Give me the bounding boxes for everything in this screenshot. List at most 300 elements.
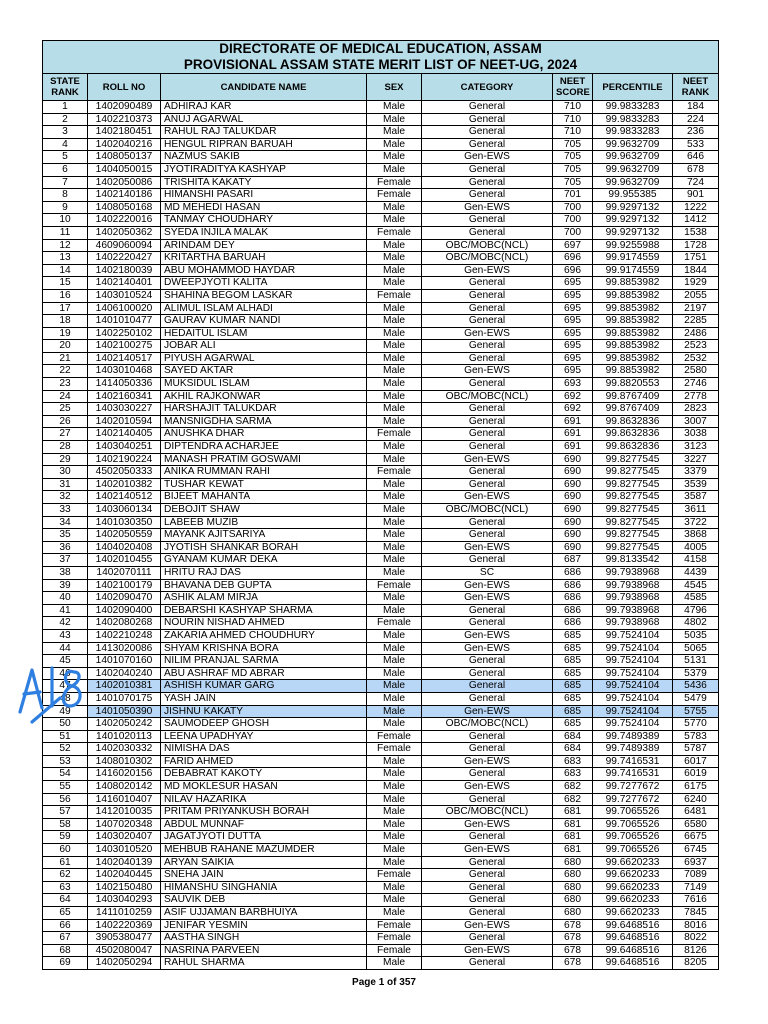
cell-candidate-name: MUKSIDUL ISLAM <box>161 378 367 391</box>
cell-percentile: 99.7277672 <box>593 793 673 806</box>
cell-state-rank: 48 <box>43 692 88 705</box>
cell-state-rank: 58 <box>43 818 88 831</box>
cell-candidate-name: DWEEPJYOTI KALITA <box>161 277 367 290</box>
cell-neet-score: 696 <box>553 252 593 265</box>
cell-percentile: 99.8820553 <box>593 378 673 391</box>
cell-sex: Male <box>367 844 422 857</box>
table-row <box>43 340 719 353</box>
cell-neet-rank: 7845 <box>673 907 719 920</box>
cell-percentile: 99.9255988 <box>593 239 673 252</box>
cell-roll-no: 1402220016 <box>88 214 161 227</box>
cell-neet-score: 692 <box>553 403 593 416</box>
cell-roll-no: 1402050294 <box>88 957 161 970</box>
page-footer: Page 1 of 357 <box>352 977 416 988</box>
cell-neet-score: 678 <box>553 957 593 970</box>
cell-roll-no: 1402140512 <box>88 491 161 504</box>
cell-roll-no: 1408050168 <box>88 201 161 214</box>
cell-candidate-name: MEHBUB RAHANE MAZUMDER <box>161 844 367 857</box>
cell-neet-rank: 8022 <box>673 932 719 945</box>
cell-percentile: 99.8632836 <box>593 415 673 428</box>
cell-roll-no: 1402050086 <box>88 176 161 189</box>
table-row <box>43 579 719 592</box>
cell-state-rank: 20 <box>43 340 88 353</box>
cell-category: General <box>422 655 553 668</box>
cell-roll-no: 1402160341 <box>88 390 161 403</box>
table-row <box>43 101 719 114</box>
cell-sex: Female <box>367 466 422 479</box>
cell-category: SC <box>422 566 553 579</box>
cell-category: General <box>422 214 553 227</box>
cell-state-rank: 46 <box>43 667 88 680</box>
cell-roll-no: 1412010035 <box>88 806 161 819</box>
cell-neet-rank: 184 <box>673 101 719 114</box>
cell-candidate-name: SHAHINA BEGOM LASKAR <box>161 289 367 302</box>
cell-neet-score: 690 <box>553 466 593 479</box>
table-row <box>43 516 719 529</box>
cell-roll-no: 1402090470 <box>88 592 161 605</box>
cell-neet-rank: 3611 <box>673 504 719 517</box>
table-row <box>43 629 719 642</box>
cell-sex: Male <box>367 390 422 403</box>
cell-neet-rank: 6675 <box>673 831 719 844</box>
cell-neet-rank: 4158 <box>673 554 719 567</box>
cell-state-rank: 7 <box>43 176 88 189</box>
cell-neet-score: 691 <box>553 428 593 441</box>
cell-roll-no: 1402220427 <box>88 252 161 265</box>
table-row <box>43 138 719 151</box>
table-row <box>43 680 719 693</box>
table-row <box>43 504 719 517</box>
column-header-row <box>43 74 719 101</box>
table-row <box>43 126 719 139</box>
cell-state-rank: 15 <box>43 277 88 290</box>
cell-roll-no: 1402040216 <box>88 138 161 151</box>
cell-sex: Male <box>367 201 422 214</box>
cell-neet-score: 690 <box>553 541 593 554</box>
header-neet-rank: NEET RANK <box>673 74 719 101</box>
table-row <box>43 327 719 340</box>
cell-sex: Male <box>367 907 422 920</box>
cell-category: General <box>422 315 553 328</box>
cell-roll-no: 1403010520 <box>88 844 161 857</box>
table-row <box>43 831 719 844</box>
table-row <box>43 529 719 542</box>
cell-sex: Female <box>367 743 422 756</box>
cell-sex: Male <box>367 680 422 693</box>
cell-state-rank: 23 <box>43 378 88 391</box>
cell-percentile: 99.6620233 <box>593 881 673 894</box>
cell-category: General <box>422 881 553 894</box>
cell-state-rank: 39 <box>43 579 88 592</box>
cell-neet-score: 686 <box>553 604 593 617</box>
cell-sex: Male <box>367 478 422 491</box>
cell-sex: Male <box>367 768 422 781</box>
cell-category: General <box>422 403 553 416</box>
cell-percentile: 99.8277545 <box>593 516 673 529</box>
cell-percentile: 99.6620233 <box>593 856 673 869</box>
cell-neet-rank: 1929 <box>673 277 719 290</box>
cell-percentile: 99.6620233 <box>593 894 673 907</box>
cell-category: General <box>422 692 553 705</box>
cell-candidate-name: HENGUL RIPRAN BARUAH <box>161 138 367 151</box>
cell-category: General <box>422 907 553 920</box>
cell-category: General <box>422 428 553 441</box>
cell-category: General <box>422 176 553 189</box>
cell-state-rank: 45 <box>43 655 88 668</box>
cell-neet-rank: 901 <box>673 189 719 202</box>
cell-candidate-name: BHAVANA DEB GUPTA <box>161 579 367 592</box>
cell-neet-rank: 3868 <box>673 529 719 542</box>
cell-category: General <box>422 113 553 126</box>
cell-neet-rank: 2486 <box>673 327 719 340</box>
cell-neet-rank: 5436 <box>673 680 719 693</box>
cell-candidate-name: FARID AHMED <box>161 755 367 768</box>
table-row <box>43 718 719 731</box>
cell-state-rank: 27 <box>43 428 88 441</box>
cell-neet-score: 684 <box>553 743 593 756</box>
annotation-stroke-a <box>20 670 42 712</box>
cell-neet-score: 685 <box>553 705 593 718</box>
cell-percentile: 99.8853982 <box>593 315 673 328</box>
cell-category: OBC/MOBC(NCL) <box>422 239 553 252</box>
cell-candidate-name: ASIF UJJAMAN BARBHUIYA <box>161 907 367 920</box>
cell-neet-rank: 4439 <box>673 566 719 579</box>
cell-candidate-name: NOURIN NISHAD AHMED <box>161 617 367 630</box>
cell-category: General <box>422 894 553 907</box>
cell-percentile: 99.8632836 <box>593 441 673 454</box>
table-row <box>43 692 719 705</box>
table-row <box>43 189 719 202</box>
cell-category: OBC/MOBC(NCL) <box>422 252 553 265</box>
cell-category: Gen-EWS <box>422 919 553 932</box>
cell-roll-no: 1402100275 <box>88 340 161 353</box>
cell-candidate-name: JOBAR ALI <box>161 340 367 353</box>
cell-neet-rank: 2746 <box>673 378 719 391</box>
cell-neet-score: 690 <box>553 529 593 542</box>
cell-category: General <box>422 667 553 680</box>
cell-candidate-name: JAGATJYOTI DUTTA <box>161 831 367 844</box>
cell-percentile: 99.6620233 <box>593 907 673 920</box>
cell-sex: Male <box>367 642 422 655</box>
cell-neet-rank: 3038 <box>673 428 719 441</box>
cell-neet-score: 678 <box>553 919 593 932</box>
cell-neet-score: 696 <box>553 264 593 277</box>
cell-state-rank: 4 <box>43 138 88 151</box>
cell-roll-no: 4502080047 <box>88 944 161 957</box>
table-row <box>43 604 719 617</box>
table-row <box>43 541 719 554</box>
cell-roll-no: 1402150480 <box>88 881 161 894</box>
cell-candidate-name: ABDUL MUNNAF <box>161 818 367 831</box>
cell-candidate-name: JYOTIRADITYA KASHYAP <box>161 163 367 176</box>
cell-state-rank: 9 <box>43 201 88 214</box>
table-row <box>43 453 719 466</box>
cell-state-rank: 12 <box>43 239 88 252</box>
cell-percentile: 99.7524104 <box>593 642 673 655</box>
cell-neet-rank: 2778 <box>673 390 719 403</box>
table-row <box>43 793 719 806</box>
cell-neet-score: 695 <box>553 302 593 315</box>
cell-state-rank: 47 <box>43 680 88 693</box>
cell-category: Gen-EWS <box>422 453 553 466</box>
cell-roll-no: 1403020407 <box>88 831 161 844</box>
cell-candidate-name: ASHISH KUMAR GARG <box>161 680 367 693</box>
cell-candidate-name: SHYAM KRISHNA BORA <box>161 642 367 655</box>
cell-sex: Male <box>367 793 422 806</box>
cell-category: General <box>422 226 553 239</box>
cell-sex: Female <box>367 869 422 882</box>
cell-state-rank: 40 <box>43 592 88 605</box>
cell-state-rank: 49 <box>43 705 88 718</box>
cell-category: Gen-EWS <box>422 592 553 605</box>
title-row-1 <box>43 41 719 58</box>
cell-state-rank: 65 <box>43 907 88 920</box>
cell-category: General <box>422 101 553 114</box>
cell-neet-rank: 3379 <box>673 466 719 479</box>
cell-state-rank: 51 <box>43 730 88 743</box>
table-row <box>43 755 719 768</box>
cell-neet-score: 691 <box>553 441 593 454</box>
cell-state-rank: 1 <box>43 101 88 114</box>
cell-sex: Male <box>367 327 422 340</box>
cell-roll-no: 1403030227 <box>88 403 161 416</box>
cell-category: General <box>422 478 553 491</box>
cell-neet-rank: 3539 <box>673 478 719 491</box>
cell-neet-score: 690 <box>553 478 593 491</box>
table-row <box>43 667 719 680</box>
cell-neet-rank: 533 <box>673 138 719 151</box>
table-row <box>43 705 719 718</box>
table-row <box>43 277 719 290</box>
cell-state-rank: 63 <box>43 881 88 894</box>
cell-candidate-name: TUSHAR KEWAT <box>161 478 367 491</box>
cell-state-rank: 44 <box>43 642 88 655</box>
title-row-2 <box>43 57 719 74</box>
cell-percentile: 99.8853982 <box>593 340 673 353</box>
cell-percentile: 99.8853982 <box>593 365 673 378</box>
cell-state-rank: 37 <box>43 554 88 567</box>
cell-category: General <box>422 163 553 176</box>
cell-candidate-name: ARINDAM DEY <box>161 239 367 252</box>
cell-candidate-name: NASRINA PARVEEN <box>161 944 367 957</box>
cell-category: Gen-EWS <box>422 541 553 554</box>
table-row <box>43 441 719 454</box>
cell-neet-score: 690 <box>553 453 593 466</box>
cell-category: General <box>422 340 553 353</box>
cell-category: Gen-EWS <box>422 705 553 718</box>
cell-state-rank: 61 <box>43 856 88 869</box>
cell-neet-rank: 224 <box>673 113 719 126</box>
cell-sex: Female <box>367 919 422 932</box>
cell-neet-rank: 5783 <box>673 730 719 743</box>
cell-neet-score: 692 <box>553 390 593 403</box>
cell-percentile: 99.7938968 <box>593 592 673 605</box>
cell-percentile: 99.8853982 <box>593 302 673 315</box>
cell-neet-score: 680 <box>553 881 593 894</box>
cell-roll-no: 1402140401 <box>88 277 161 290</box>
cell-neet-rank: 5379 <box>673 667 719 680</box>
cell-candidate-name: KRITARTHA BARUAH <box>161 252 367 265</box>
cell-percentile: 99.7065526 <box>593 806 673 819</box>
cell-percentile: 99.7524104 <box>593 629 673 642</box>
cell-category: General <box>422 466 553 479</box>
cell-state-rank: 38 <box>43 566 88 579</box>
cell-neet-score: 683 <box>553 755 593 768</box>
cell-neet-score: 700 <box>553 214 593 227</box>
cell-state-rank: 21 <box>43 352 88 365</box>
table-row <box>43 844 719 857</box>
table-row <box>43 907 719 920</box>
cell-roll-no: 1403060134 <box>88 504 161 517</box>
cell-neet-score: 690 <box>553 491 593 504</box>
cell-neet-rank: 2055 <box>673 289 719 302</box>
cell-category: Gen-EWS <box>422 151 553 164</box>
cell-category: General <box>422 957 553 970</box>
cell-neet-rank: 724 <box>673 176 719 189</box>
cell-category: General <box>422 277 553 290</box>
cell-percentile: 99.7938968 <box>593 604 673 617</box>
cell-category: Gen-EWS <box>422 755 553 768</box>
cell-percentile: 99.7065526 <box>593 844 673 857</box>
cell-state-rank: 16 <box>43 289 88 302</box>
cell-candidate-name: ALIMUL ISLAM ALHADI <box>161 302 367 315</box>
cell-neet-rank: 5787 <box>673 743 719 756</box>
cell-state-rank: 42 <box>43 617 88 630</box>
cell-candidate-name: ARYAN SAIKIA <box>161 856 367 869</box>
cell-neet-score: 685 <box>553 642 593 655</box>
cell-state-rank: 25 <box>43 403 88 416</box>
cell-neet-score: 686 <box>553 617 593 630</box>
cell-sex: Male <box>367 692 422 705</box>
cell-category: Gen-EWS <box>422 491 553 504</box>
cell-neet-rank: 5035 <box>673 629 719 642</box>
cell-sex: Male <box>367 378 422 391</box>
cell-sex: Male <box>367 629 422 642</box>
cell-candidate-name: HIMANSHI PASARI <box>161 189 367 202</box>
cell-candidate-name: AASTHA SINGH <box>161 932 367 945</box>
cell-percentile: 99.9632709 <box>593 138 673 151</box>
table-row <box>43 176 719 189</box>
cell-state-rank: 30 <box>43 466 88 479</box>
cell-neet-score: 697 <box>553 239 593 252</box>
cell-percentile: 99.8853982 <box>593 289 673 302</box>
cell-category: General <box>422 302 553 315</box>
cell-sex: Female <box>367 932 422 945</box>
table-row <box>43 806 719 819</box>
cell-roll-no: 1402140405 <box>88 428 161 441</box>
cell-roll-no: 1401010477 <box>88 315 161 328</box>
cell-state-rank: 5 <box>43 151 88 164</box>
cell-neet-rank: 2823 <box>673 403 719 416</box>
cell-neet-rank: 1728 <box>673 239 719 252</box>
cell-state-rank: 52 <box>43 743 88 756</box>
cell-state-rank: 53 <box>43 755 88 768</box>
cell-category: General <box>422 730 553 743</box>
table-row <box>43 239 719 252</box>
cell-neet-rank: 6481 <box>673 806 719 819</box>
cell-sex: Male <box>367 806 422 819</box>
cell-state-rank: 55 <box>43 781 88 794</box>
cell-category: General <box>422 189 553 202</box>
cell-category: Gen-EWS <box>422 264 553 277</box>
cell-category: Gen-EWS <box>422 944 553 957</box>
cell-candidate-name: SYEDA INJILA MALAK <box>161 226 367 239</box>
cell-candidate-name: TANMAY CHOUDHARY <box>161 214 367 227</box>
cell-roll-no: 1402140517 <box>88 352 161 365</box>
cell-category: Gen-EWS <box>422 642 553 655</box>
cell-sex: Male <box>367 151 422 164</box>
cell-neet-rank: 2523 <box>673 340 719 353</box>
cell-neet-score: 695 <box>553 352 593 365</box>
cell-state-rank: 24 <box>43 390 88 403</box>
cell-percentile: 99.7416531 <box>593 768 673 781</box>
cell-neet-rank: 2197 <box>673 302 719 315</box>
cell-percentile: 99.8632836 <box>593 428 673 441</box>
cell-sex: Male <box>367 718 422 731</box>
table-row <box>43 415 719 428</box>
cell-state-rank: 2 <box>43 113 88 126</box>
cell-state-rank: 6 <box>43 163 88 176</box>
cell-category: OBC/MOBC(NCL) <box>422 806 553 819</box>
header-candidate-name: CANDIDATE NAME <box>161 74 367 101</box>
cell-category: General <box>422 378 553 391</box>
table-row <box>43 869 719 882</box>
cell-neet-score: 681 <box>553 831 593 844</box>
cell-category: General <box>422 529 553 542</box>
cell-state-rank: 33 <box>43 504 88 517</box>
table-row <box>43 932 719 945</box>
cell-neet-score: 701 <box>553 189 593 202</box>
cell-neet-rank: 6175 <box>673 781 719 794</box>
cell-roll-no: 1402050242 <box>88 718 161 731</box>
cell-roll-no: 1403040293 <box>88 894 161 907</box>
cell-state-rank: 68 <box>43 944 88 957</box>
cell-roll-no: 1402180039 <box>88 264 161 277</box>
table-row <box>43 252 719 265</box>
cell-neet-score: 695 <box>553 289 593 302</box>
cell-state-rank: 14 <box>43 264 88 277</box>
cell-roll-no: 1403040251 <box>88 441 161 454</box>
cell-roll-no: 1402050362 <box>88 226 161 239</box>
cell-roll-no: 1404020408 <box>88 541 161 554</box>
cell-neet-rank: 678 <box>673 163 719 176</box>
cell-neet-rank: 7089 <box>673 869 719 882</box>
cell-percentile: 99.9174559 <box>593 252 673 265</box>
table-row <box>43 592 719 605</box>
cell-candidate-name: LABEEB MUZIB <box>161 516 367 529</box>
merit-table <box>42 40 719 970</box>
cell-roll-no: 1402080268 <box>88 617 161 630</box>
cell-neet-rank: 4545 <box>673 579 719 592</box>
cell-state-rank: 29 <box>43 453 88 466</box>
cell-sex: Male <box>367 340 422 353</box>
cell-neet-score: 681 <box>553 844 593 857</box>
cell-category: Gen-EWS <box>422 365 553 378</box>
cell-percentile: 99.8767409 <box>593 390 673 403</box>
cell-sex: Male <box>367 781 422 794</box>
cell-neet-score: 685 <box>553 692 593 705</box>
cell-candidate-name: ADHIRAJ KAR <box>161 101 367 114</box>
cell-category: General <box>422 554 553 567</box>
cell-percentile: 99.8277545 <box>593 529 673 542</box>
cell-sex: Male <box>367 277 422 290</box>
cell-sex: Male <box>367 415 422 428</box>
table-row <box>43 214 719 227</box>
cell-percentile: 99.8277545 <box>593 504 673 517</box>
cell-sex: Male <box>367 592 422 605</box>
cell-state-rank: 67 <box>43 932 88 945</box>
cell-percentile: 99.9632709 <box>593 176 673 189</box>
